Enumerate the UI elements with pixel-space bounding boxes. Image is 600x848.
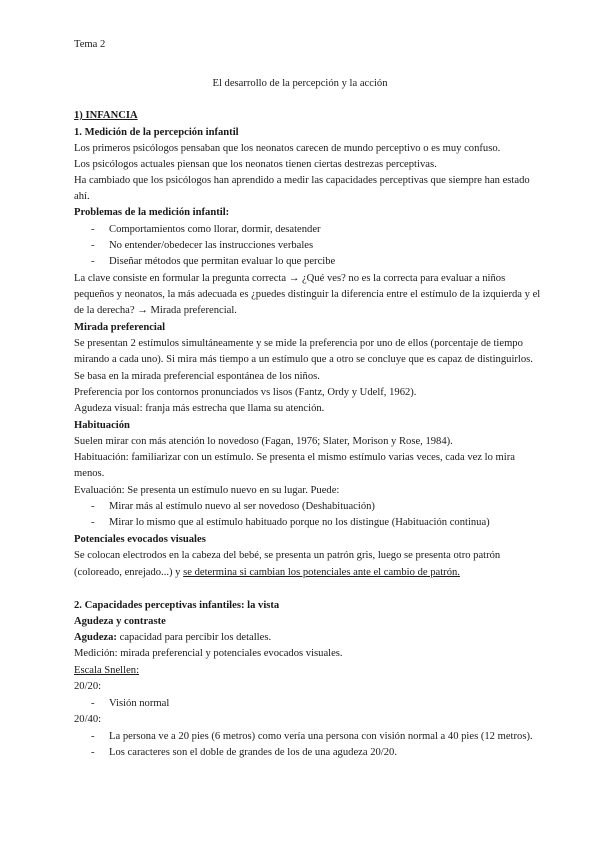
bullet-dash: - [91, 517, 95, 528]
habituacion-heading: Habituación [74, 420, 130, 431]
paragraph-line: de la derecha? → Mirada preferencial. [74, 305, 237, 316]
section-heading-infancia: 1) INFANCIA [74, 110, 138, 121]
bullet-dash: - [91, 731, 95, 742]
paragraph-line: Suelen mirar con más atención lo novedoso (Fagan, 1976; Slater, Morison y Rose, 1984). [74, 436, 453, 447]
paragraph-line: Medición: mirada preferencial y potenciales evocados visuales. [74, 648, 343, 659]
agudeza-heading: Agudeza y contraste [74, 616, 166, 627]
paragraph-line: Preferencia por los contornos pronunciados vs lisos (Fantz, Ordy y Udelf, 1962). [74, 387, 417, 398]
document-title: El desarrollo de la percepción y la acción [212, 78, 388, 89]
list-item: Mirar más al estímulo nuevo al ser novedoso (Deshabituación) [109, 501, 375, 512]
paragraph-line: La clave consiste en formular la pregunta correcta → ¿Qué ves? no es la correcta para evaluar a niños [74, 273, 506, 284]
bullet-dash: - [91, 501, 95, 512]
bullet-dash: - [91, 747, 95, 758]
problems-heading: Problemas de la medición infantil: [74, 207, 230, 218]
list-item: La persona ve a 20 pies (6 metros) como vería una persona con visión normal a 40 pies (12 metros). [109, 731, 533, 742]
text-run: capacidad para percibir los detalles. [116, 632, 272, 643]
vision-2040-label: 20/40: [74, 714, 102, 725]
agudeza-label: Agudeza: [74, 632, 117, 643]
bullet-dash: - [91, 224, 95, 235]
list-item: Los caracteres son el doble de grandes de los de una agudeza 20/20. [109, 747, 397, 758]
paragraph-line [74, 631, 271, 645]
vision-2020-label: 20/20: [74, 681, 102, 692]
paragraph-line: Habituación: familiarizar con un estímulo. Se presenta el mismo estímulo varias veces, cada vez lo mira [74, 452, 515, 463]
bullet-dash: - [91, 240, 95, 251]
text-run: (coloreado, enrejado...) y [74, 567, 184, 578]
list-item: Mirar lo mismo que al estímulo habituado porque no los distingue (Habituación continua) [109, 517, 490, 528]
bullet-dash: - [91, 698, 95, 709]
paragraph-line: pequeños y neonatos, la más adecuada es ¿puedes distinguir la diferencia entre el estímulo de la izquierda y el [74, 289, 541, 300]
paragraph-line: Evaluación: Se presenta un estímulo nuevo en su lugar. Puede: [74, 485, 340, 496]
paragraph-line: mirando a cada uno). Si mira más tiempo a un estímulo que a otro se concluye que es capaz de distinguirlos. [74, 354, 533, 365]
paragraph-line: menos. [74, 468, 105, 479]
underlined-text-run: se determina si cambian los potenciales ante el cambio de patrón. [183, 567, 460, 578]
list-item: No entender/obedecer las instrucciones verbales [109, 240, 314, 251]
paragraph-line: Se basa en la mirada preferencial espontánea de los niños. [74, 371, 320, 382]
paragraph-line [74, 566, 460, 580]
subsection-heading-medicion: 1. Medición de la percepción infantil [74, 127, 239, 138]
list-item: Comportamientos como llorar, dormir, desatender [109, 224, 321, 235]
paragraph-line: Se presentan 2 estímulos simultáneamente y se mide la preferencia por uno de ellos (porcentaje de tiempo [74, 338, 523, 349]
subsection-heading-vista: 2. Capacidades perceptivas infantiles: la vista [74, 600, 280, 611]
paragraph-line: Se colocan electrodos en la cabeza del bebé, se presenta un patrón gris, luego se presenta otro patrón [74, 550, 501, 561]
paragraph-line: Ha cambiado que los psicólogos han aprendido a medir las capacidades perceptivas que siempre han estado [74, 175, 530, 186]
topic-label: Tema 2 [74, 39, 106, 50]
potenciales-heading: Potenciales evocados visuales [74, 534, 206, 545]
snellen-label: Escala Snellen: [74, 665, 140, 676]
mirada-heading: Mirada preferencial [74, 322, 166, 333]
bullet-dash: - [91, 256, 95, 267]
paragraph-line: Agudeza visual: franja más estrecha que llama su atención. [74, 403, 325, 414]
list-item: Visión normal [109, 698, 170, 709]
list-item: Diseñar métodos que permitan evaluar lo que percibe [109, 256, 336, 267]
paragraph-line: Los psicólogos actuales piensan que los neonatos tienen ciertas destrezas perceptivas. [74, 159, 437, 170]
paragraph-line: Los primeros psicólogos pensaban que los neonatos carecen de mundo perceptivo o es muy confuso. [74, 143, 501, 154]
paragraph-line: ahí. [74, 191, 90, 202]
